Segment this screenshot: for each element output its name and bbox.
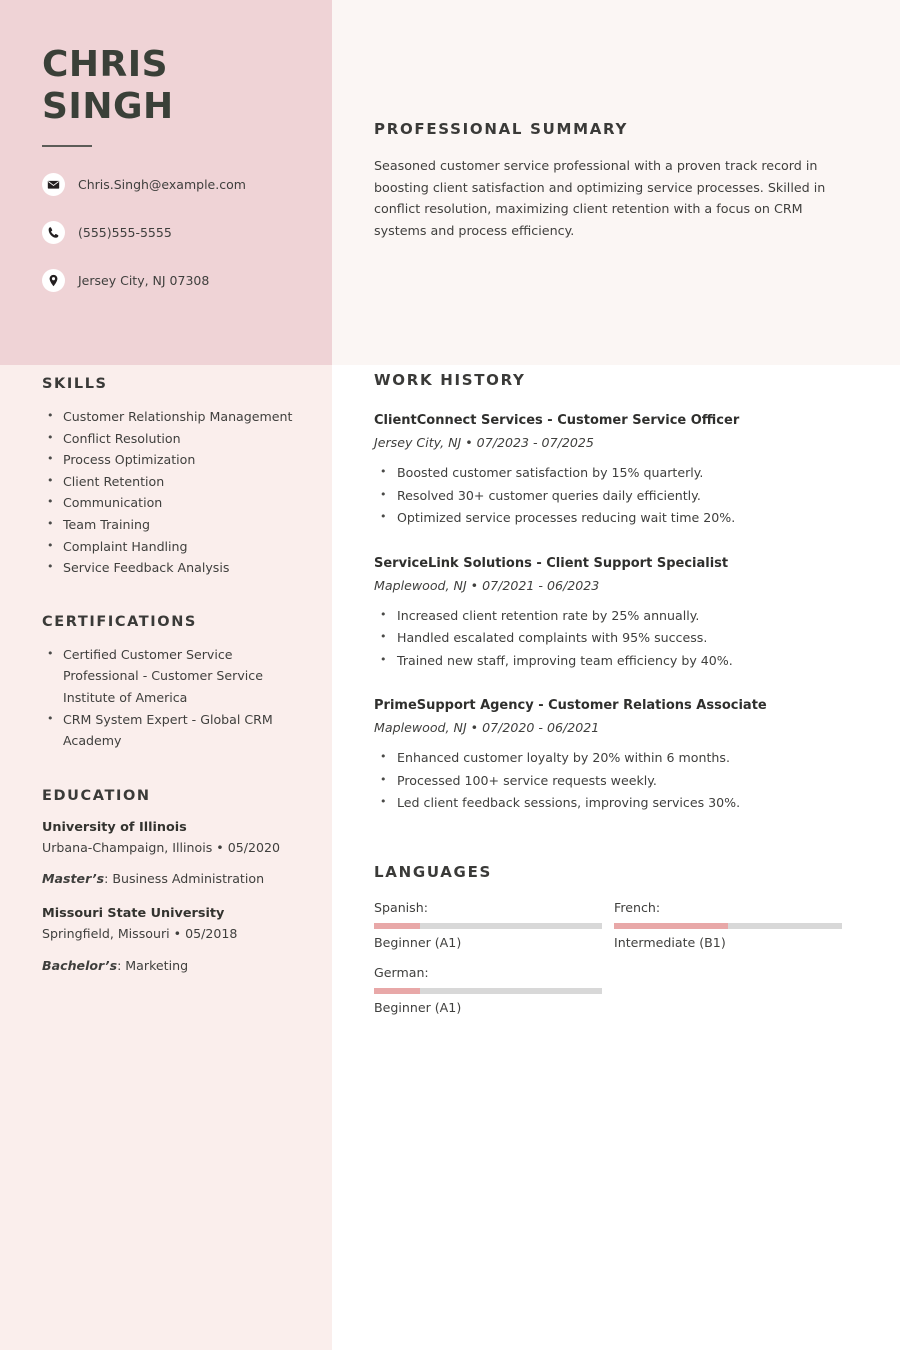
envelope-icon	[42, 173, 65, 196]
certifications-list	[42, 644, 310, 752]
certifications-heading: CERTIFICATIONS	[42, 613, 197, 630]
education-degree-value: : Marketing	[117, 957, 189, 973]
contact-phone[interactable]	[42, 219, 310, 246]
list-item: • Certified Customer Service Professional - Customer Service Institute of America	[42, 644, 310, 709]
list-item: • Increased client retention rate by 25% annually.	[374, 605, 858, 628]
skills-section	[42, 376, 310, 579]
education-degree-value: : Business Administration	[104, 871, 265, 887]
language-level: Intermediate (B1)	[614, 934, 726, 950]
summary-section	[374, 0, 858, 241]
job-entry	[374, 554, 858, 673]
list-item: • Enhanced customer loyalty by 20% within 6 months.	[374, 747, 858, 770]
job-title: PrimeSupport Agency - Customer Relations Associate	[374, 698, 767, 713]
list-item: • Boosted customer satisfaction by 15% quarterly.	[374, 462, 858, 485]
education-meta: Springfield, Missouri • 05/2018	[42, 926, 238, 942]
language-item	[374, 897, 614, 953]
work-history-section	[374, 371, 858, 815]
list-item: • Customer Relationship Management	[42, 406, 310, 428]
education-entry	[42, 904, 310, 976]
first-name: CHRIS	[42, 44, 169, 85]
job-entry	[374, 411, 858, 530]
list-item: • Led client feedback sessions, improving services 30%.	[374, 792, 858, 815]
list-item: • Service Feedback Analysis	[42, 557, 310, 579]
education-degree-label: Bachelor’s	[42, 957, 118, 973]
list-item: • Conflict Resolution	[42, 428, 310, 450]
language-level: Beginner (A1)	[374, 999, 462, 1015]
education-degree	[42, 868, 310, 889]
main-column	[332, 0, 900, 1350]
certifications-section	[42, 614, 310, 752]
education-school: University of Illinois	[42, 819, 187, 835]
languages-grid	[374, 897, 854, 1027]
education-section	[42, 788, 310, 976]
contact-location[interactable]	[42, 267, 310, 294]
list-item: • Optimized service processes reducing wait time 20%.	[374, 507, 858, 530]
languages-heading: LANGUAGES	[374, 862, 493, 881]
work-history-heading: WORK HISTORY	[374, 371, 526, 389]
education-school: Missouri State University	[42, 906, 225, 922]
contact-email-text: Chris.Singh@example.com	[78, 177, 246, 192]
name-block	[42, 0, 310, 147]
contact-email[interactable]	[42, 171, 310, 198]
language-name: Spanish:	[374, 899, 428, 915]
language-proficiency-fill	[374, 988, 420, 994]
name-divider	[42, 145, 92, 147]
contact-phone-text: (555)555-5555	[78, 225, 172, 240]
job-title: ClientConnect Services - Customer Service Officer	[374, 413, 740, 428]
education-degree	[42, 955, 310, 976]
languages-section	[374, 863, 858, 1027]
contact-list	[42, 171, 310, 294]
list-item: • Resolved 30+ customer queries daily efficiently.	[374, 485, 858, 508]
language-item	[374, 962, 614, 1018]
list-item: • Process Optimization	[42, 449, 310, 471]
education-heading: EDUCATION	[42, 787, 151, 804]
job-title: ServiceLink Solutions - Client Support Specialist	[374, 555, 729, 571]
language-name: German:	[374, 964, 429, 980]
education-meta: Urbana-Champaign, Illinois • 05/2020	[42, 839, 281, 855]
list-item: • CRM System Expert - Global CRM Academy	[42, 709, 310, 752]
skills-list	[42, 406, 310, 579]
education-degree-label: Master’s	[42, 871, 105, 887]
language-level: Beginner (A1)	[374, 934, 462, 950]
education-entry	[42, 818, 310, 890]
summary-heading: PROFESSIONAL SUMMARY	[374, 120, 629, 138]
list-item: • Processed 100+ service requests weekly.	[374, 770, 858, 793]
language-proficiency-bar	[614, 923, 842, 929]
contact-location-text: Jersey City, NJ 07308	[78, 273, 210, 288]
job-bullets	[374, 747, 858, 815]
language-proficiency-bar	[374, 988, 602, 994]
language-name: French:	[614, 899, 661, 915]
list-item: • Client Retention	[42, 471, 310, 493]
job-meta: Jersey City, NJ • 07/2023 - 07/2025	[374, 435, 594, 450]
list-item: • Team Training	[42, 514, 310, 536]
job-bullets	[374, 605, 858, 673]
phone-icon	[42, 221, 65, 244]
sidebar-column	[0, 0, 332, 1350]
location-pin-icon	[42, 269, 65, 292]
list-item: • Communication	[42, 492, 310, 514]
language-proficiency-fill	[374, 923, 420, 929]
list-item: • Complaint Handling	[42, 536, 310, 558]
list-item: • Handled escalated complaints with 95% success.	[374, 627, 858, 650]
job-meta: Maplewood, NJ • 07/2020 - 06/2021	[374, 720, 600, 735]
job-entry	[374, 696, 858, 815]
last-name: SINGH	[42, 86, 174, 127]
language-item	[614, 897, 854, 953]
skills-heading: SKILLS	[42, 376, 108, 392]
job-meta: Maplewood, NJ • 07/2021 - 06/2023	[374, 577, 600, 593]
list-item: • Trained new staff, improving team efficiency by 40%.	[374, 650, 858, 673]
job-bullets	[374, 462, 858, 530]
language-proficiency-bar	[374, 923, 602, 929]
language-proficiency-fill	[614, 923, 728, 929]
summary-text: Seasoned customer service professional with a proven track record in boosting client satisfaction and optimizing service processes. Skilled in conflict resolution, maximizing client retention with a focus on CRM systems and process efficiency.	[374, 158, 826, 238]
